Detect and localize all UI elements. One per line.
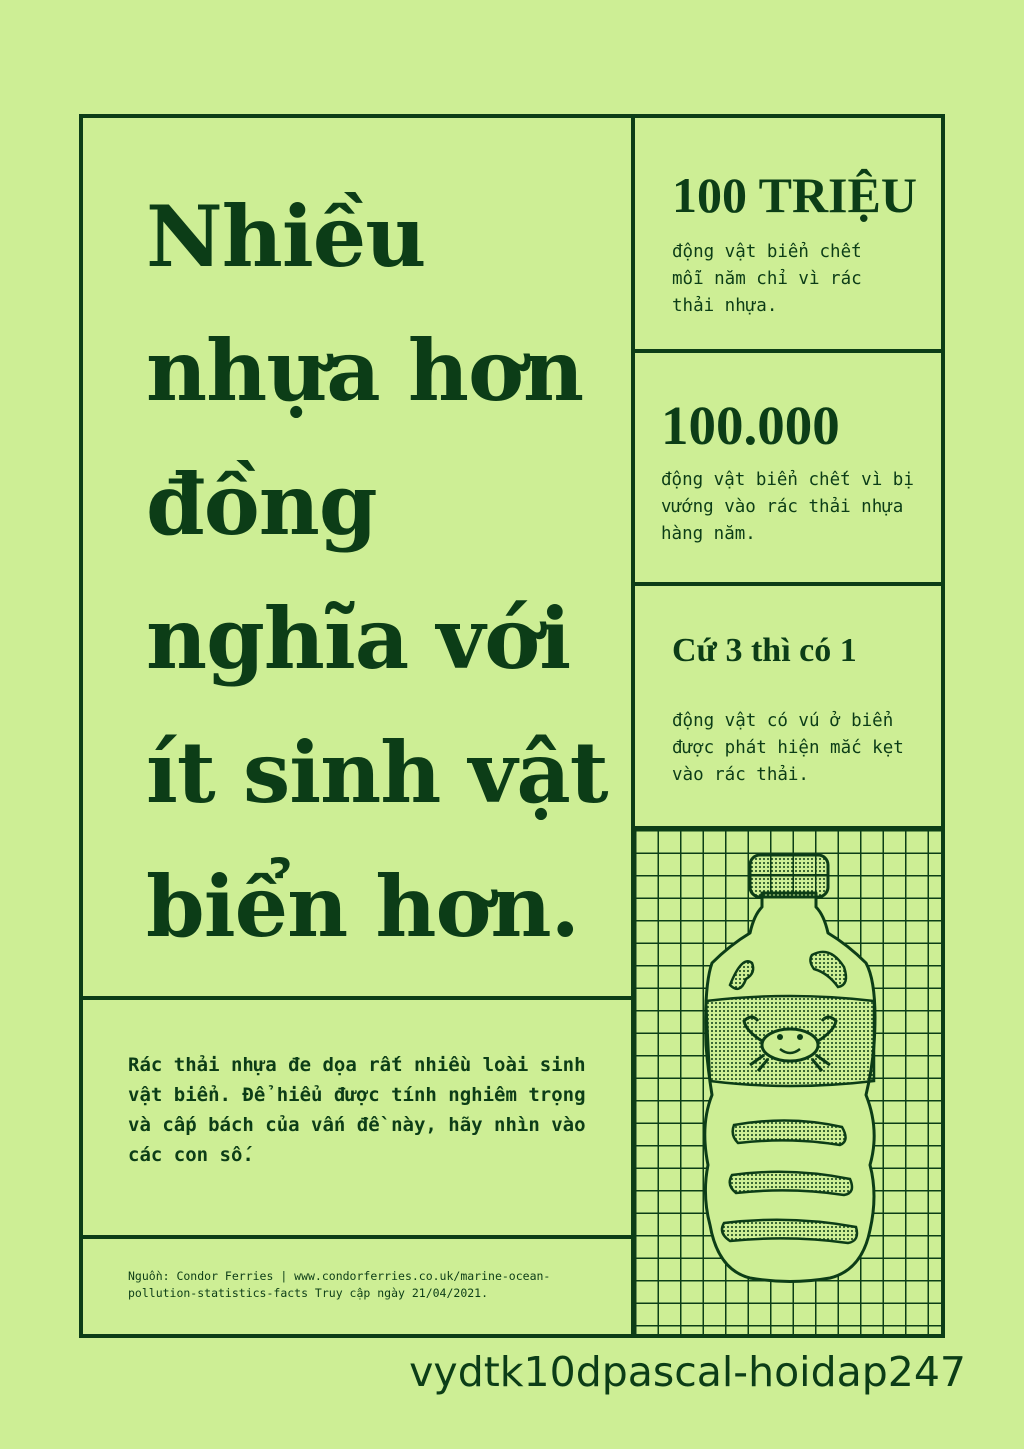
headline-line: biển hơn. [146,857,579,956]
intro-text: Rác thải nhựa đe dọa rất nhiều loài sinh vật biển. Để hiểu được tính nghiêm trọng và cấp bách của vấn đề này, hãy nhìn vào các con số. [128,1054,586,1166]
stat-value-2: 100.000 [661,395,840,456]
headline-line: Nhiều [146,187,426,286]
left-divider-2 [79,1235,633,1239]
stat-description-2: động vật biển chết vì bị vướng vào rác thải nhựa hàng năm. [661,470,914,544]
source-citation: Nguồn: Condor Ferries | www.condorferries.co.uk/marine-ocean-pollution-statistics-facts Truy cập ngày 21/04/2021. [128,1269,551,1300]
watermark-text: vydtk10dpascal-hoidap247 [409,1348,966,1396]
right-divider-2 [631,582,945,586]
left-divider-1 [79,996,633,1000]
headline-line: nghĩa với [146,589,571,688]
stat-value-3: Cứ 3 thì có 1 [672,632,857,669]
headline-line: đồng [146,455,377,554]
headline [146,170,616,974]
right-divider-1 [631,349,945,353]
stat-description-1: động vật biển chết mỗi năm chỉ vì rác thải nhựa. [672,242,862,316]
headline-line: ít sinh vật [146,723,608,822]
stat-description-3: động vật có vú ở biển được phát hiện mắc kẹt vào rác thải. [672,711,904,785]
plastic-bottle-with-crab-icon [690,845,890,1295]
stat-value-1: 100 TRIỆU [672,167,917,223]
headline-line: nhựa hơn [146,321,584,420]
